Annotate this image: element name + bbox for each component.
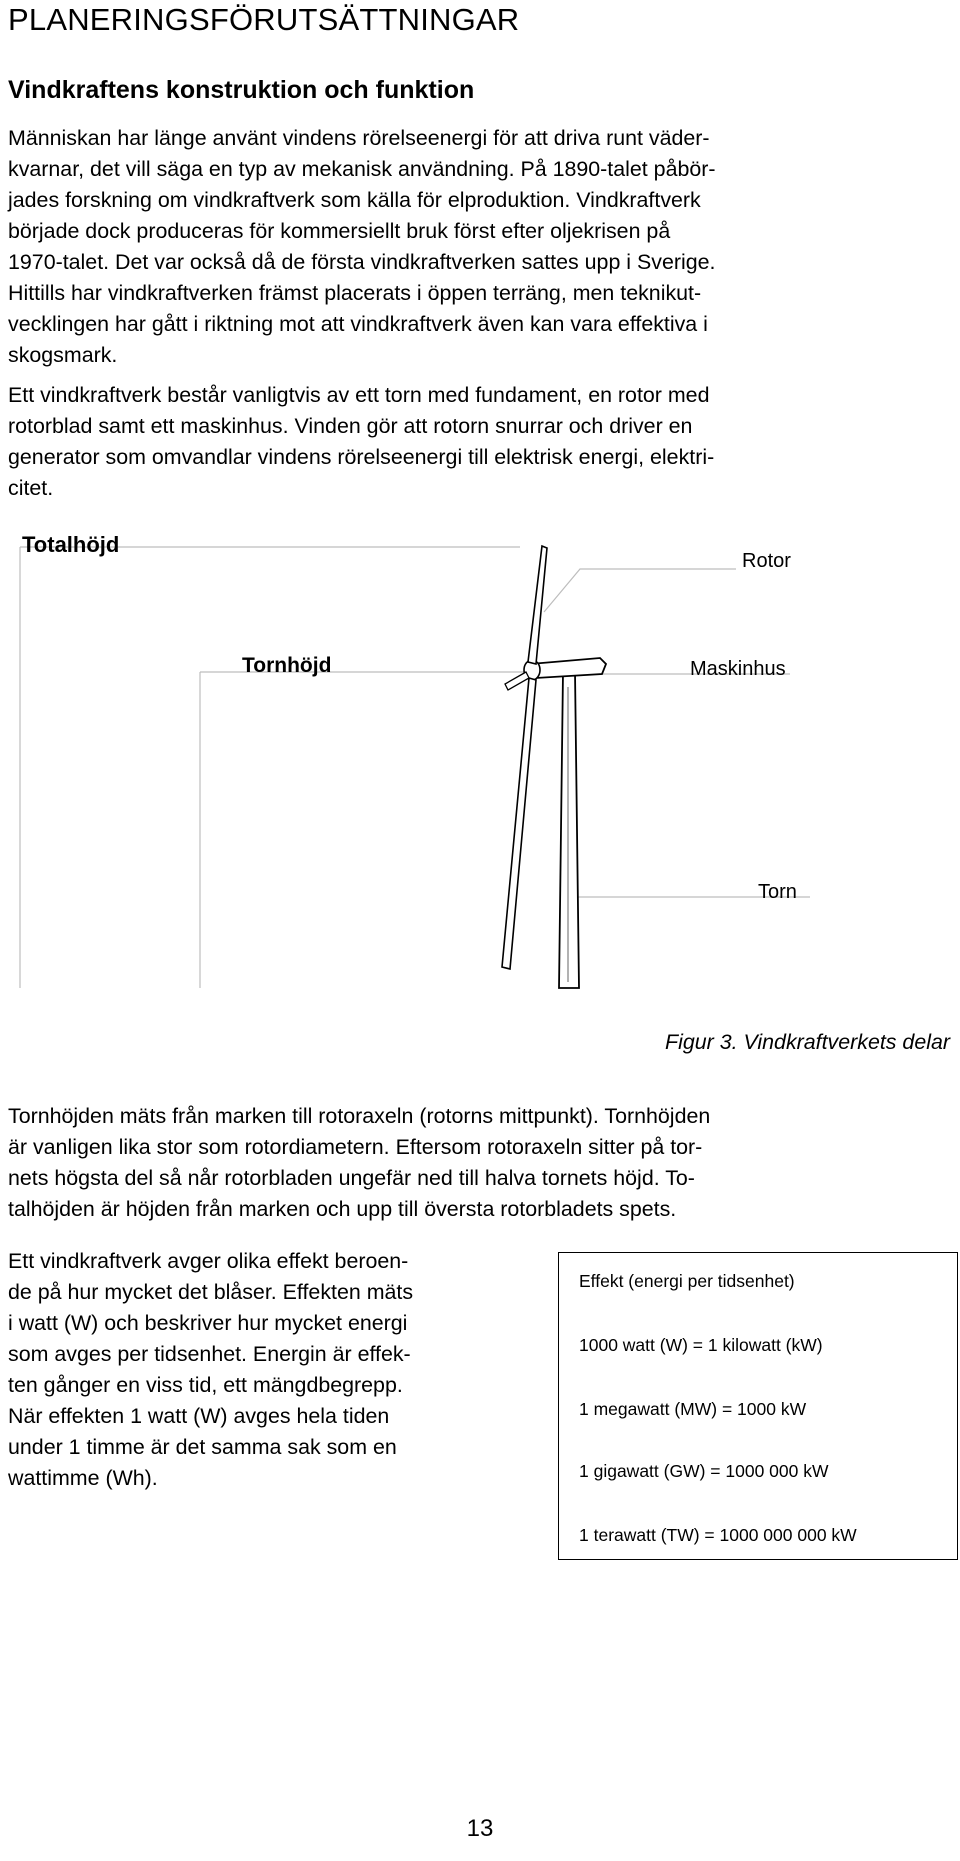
text-line: som avges per tidsenhet. Energin är effek- [8, 1342, 411, 1366]
paragraph-history [8, 123, 954, 371]
text-line: under 1 timme är det samma sak som en [8, 1435, 397, 1459]
nacelle-shape [530, 658, 606, 678]
text-line: är vanligen lika stor som rotordiametern. Eftersom rotoraxeln sitter på tor- [8, 1135, 703, 1159]
section-title: Vindkraftens konstruktion och funktion [8, 76, 475, 104]
label-total-height: Totalhöjd [22, 532, 120, 557]
blade-upper [528, 546, 547, 664]
units-box [558, 1252, 958, 1560]
units-box-line: 1000 watt (W) = 1 kilowatt (kW) [579, 1335, 823, 1355]
paragraph-power [8, 1246, 548, 1494]
text-line: rotorblad samt ett maskinhus. Vinden gör att rotorn snurrar och driver en [8, 414, 693, 438]
text-line: Ett vindkraftverk består vanligtvis av ett torn med fundament, en rotor med [8, 383, 710, 407]
text-line: 1970-talet. Det var också då de första vindkraftverken sattes upp i Sverige. [8, 250, 716, 274]
text-line: Hittills har vindkraftverken främst placerats i öppen terräng, men teknikut- [8, 281, 702, 305]
text-line: kvarnar, det vill säga en typ av mekanisk användning. På 1890-talet påbör- [8, 157, 716, 181]
text-line: vecklingen har gått i riktning mot att vindkraftverk även kan vara effektiva i [8, 312, 708, 336]
text-line: wattimme (Wh). [8, 1466, 158, 1490]
units-box-line: 1 terawatt (TW) = 1000 000 000 kW [579, 1525, 857, 1545]
label-rotor: Rotor [742, 550, 791, 572]
text-line: skogsmark. [8, 343, 118, 367]
text-line: Ett vindkraftverk avger olika effekt beroen- [8, 1249, 409, 1273]
rotor-leader-line [544, 569, 736, 612]
label-nacelle: Maskinhus [690, 658, 786, 680]
text-line: ten gånger en viss tid, ett mängdbegrepp. [8, 1373, 403, 1397]
text-line: Tornhöjden mäts från marken till rotoraxeln (rotorns mittpunkt). Tornhöjden [8, 1104, 711, 1128]
text-line: de på hur mycket det blåser. Effekten mäts [8, 1280, 414, 1304]
figure-caption [0, 1030, 960, 1055]
paragraph-heights [8, 1101, 954, 1225]
paragraph-components [8, 380, 954, 504]
text-line: Människan har länge använt vindens rörelseenergi för att driva runt väder- [8, 126, 710, 150]
tower-shape [559, 672, 579, 988]
text-line: generator som omvandlar vindens rörelseenergi till elektrisk energi, elektri- [8, 445, 715, 469]
text-line: jades forskning om vindkraftverk som källa för elproduktion. Vindkraftverk [8, 188, 701, 212]
text-line: När effekten 1 watt (W) avges hela tiden [8, 1404, 390, 1428]
units-box-title: Effekt (energi per tidsenhet) [579, 1271, 795, 1291]
blade-lower [502, 678, 536, 969]
blade-side [505, 672, 529, 690]
text-line: talhöjden är höjden från marken och upp till översta rotorbladets spets. [8, 1197, 677, 1221]
label-tower: Torn [758, 881, 797, 903]
caption-text: Vindkraftverkets delar [743, 1030, 950, 1054]
page-number: 13 [466, 1815, 494, 1842]
page-header: PLANERINGSFÖRUTSÄTTNINGAR [8, 2, 520, 37]
units-box-line: 1 megawatt (MW) = 1000 kW [579, 1399, 807, 1419]
wind-turbine-figure [0, 512, 960, 1012]
units-box-line: 1 gigawatt (GW) = 1000 000 kW [579, 1461, 829, 1481]
label-tower-height: Tornhöjd [242, 654, 332, 677]
text-line: nets högsta del så når rotorbladen ungefär ned till halva tornets höjd. To- [8, 1166, 695, 1190]
text-line: i watt (W) och beskriver hur mycket energi [8, 1311, 408, 1335]
text-line: började dock produceras för kommersiellt bruk först efter oljekrisen på [8, 219, 671, 243]
caption-prefix: Figur 3. [665, 1030, 738, 1054]
text-line: citet. [8, 476, 54, 500]
